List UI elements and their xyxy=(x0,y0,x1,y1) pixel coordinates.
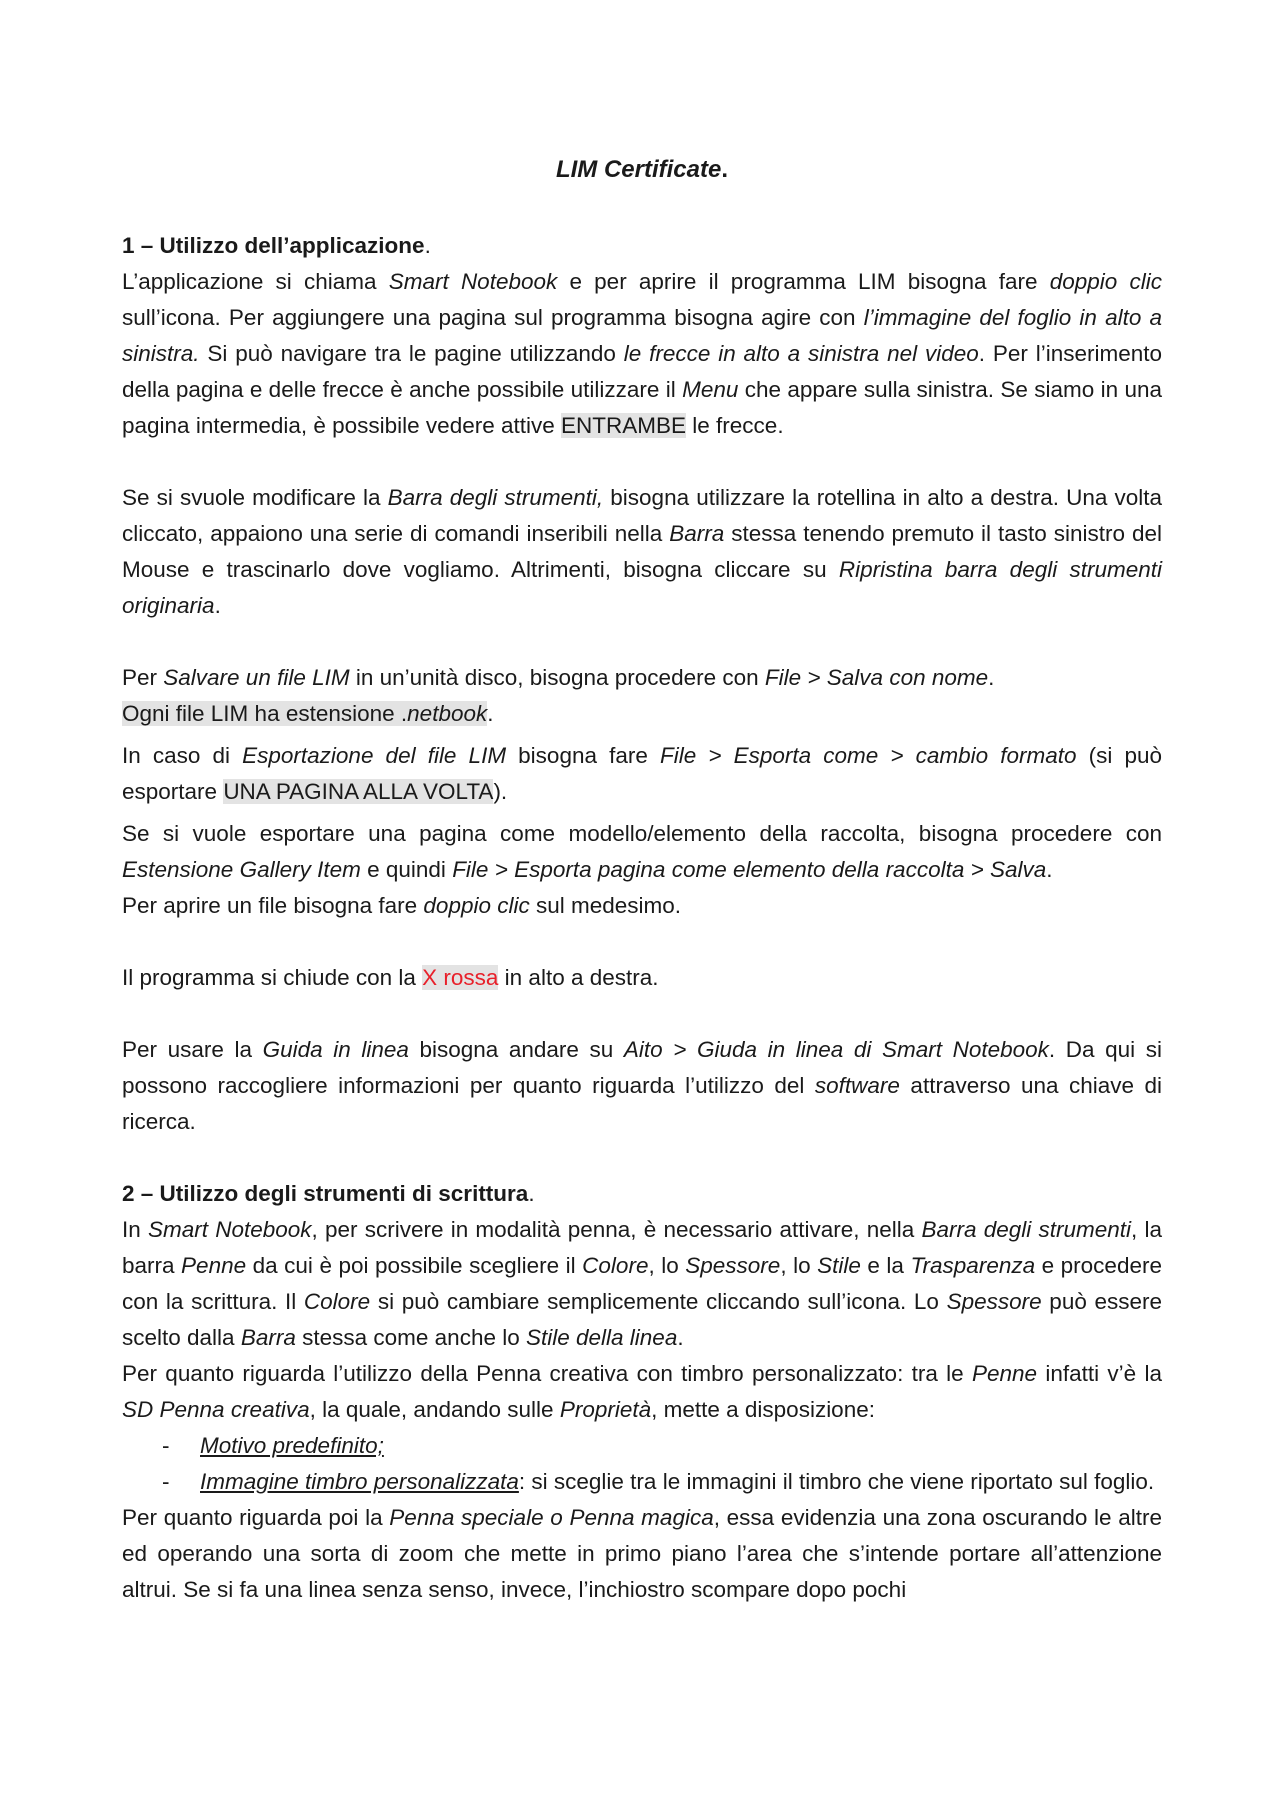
section-1-paragraph-8: Il programma si chiude con la X rossa in alto a destra. xyxy=(122,965,659,990)
section-2-paragraph-3: Per quanto riguarda poi la Penna speciale o Penna magica, essa evidenzia una zona oscurando le altre ed operando una sorta di zoom che mette in primo piano l’area che s’intende portare all’attenzione altrui. Se si fa una linea senza senso, invece, l’inchiostro scompare dopo pochi xyxy=(122,1505,1162,1602)
section-2-heading: 2 – Utilizzo degli strumenti di scrittura. xyxy=(122,1181,535,1206)
section-1-paragraph-2: Se si svuole modificare la Barra degli strumenti, bisogna utilizzare la rotellina in alto a destra. Una volta cliccato, appaiono una serie di comandi inseribili nella Barra stessa tenendo premuto il tasto sinistro del Mouse e trascinarlo dove vogliamo. Altrimenti, bisogna cliccare su Ripristina barra degli strumenti originaria. xyxy=(122,485,1163,618)
section-1-paragraph-9: Per usare la Guida in linea bisogna andare su Aito > Giuda in linea di Smart Notebook. Da qui si possono raccogliere informazioni per quanto riguarda l’utilizzo del software attraverso una chiave di ricerca. xyxy=(122,1037,1162,1134)
section-2-paragraph-1: In Smart Notebook, per scrivere in modalità penna, è necessario attivare, nella Barra degli strumenti, la barra Penne da cui è poi possibile scegliere il Colore, lo Spessore, lo Stile e la Trasparenza e procedere con la scrittura. Il Colore si può cambiare semplicemente cliccando sull’icona. Lo Spessore può essere scelto dalla Barra stessa come anche lo Stile della linea. xyxy=(122,1217,1163,1350)
section-1-paragraph-3: Per Salvare un file LIM in un’unità disco, bisogna procedere con File > Salva con nome. xyxy=(122,665,995,690)
list-item: - Motivo predefinito; xyxy=(122,1428,1162,1464)
section-2-paragraph-2: Per quanto riguarda l’utilizzo della Penna creativa con timbro personalizzato: tra le Penne infatti v’è la SD Penna creativa, la quale, andando sulle Proprietà, mette a disposizione: xyxy=(122,1361,1162,1422)
document-content xyxy=(122,152,1162,1608)
section-1-paragraph-4: Ogni file LIM ha estensione .netbook. xyxy=(122,701,494,726)
document-title: LIM Certificate. xyxy=(555,156,729,183)
section-1-heading: 1 – Utilizzo dell’applicazione. xyxy=(122,233,431,258)
highlight-extension: Ogni file LIM ha estensione .netbook xyxy=(122,701,488,726)
list-item: - Immagine timbro personalizzata: si sceglie tra le immagini il timbro che viene riportato sul foglio. xyxy=(122,1464,1162,1500)
section-1-paragraph-5: In caso di Esportazione del file LIM bisogna fare File > Esporta come > cambio formato (si può esportare UNA PAGINA ALLA VOLTA). xyxy=(122,743,1162,804)
section-1-paragraph-6: Se si vuole esportare una pagina come modello/elemento della raccolta, bisogna procedere con Estensione Gallery Item e quindi File > Esporta pagina come elemento della raccolta > Salva. xyxy=(122,821,1162,882)
pen-options-list xyxy=(122,1428,1162,1500)
highlight-x-rossa: X rossa xyxy=(422,965,499,990)
highlight-una-pagina: UNA PAGINA ALLA VOLTA xyxy=(223,779,494,804)
section-1-paragraph-1: L’applicazione si chiama Smart Notebook e per aprire il programma LIM bisogna fare doppio clic sull’icona. Per aggiungere una pagina sul programma bisogna agire con l’immagine del foglio in alto a sinistra. Si può navigare tra le pagine utilizzando le frecce in alto a sinistra nel video. Per l’inserimento della pagina e delle frecce è anche possibile utilizzare il Menu che appare sulla sinistra. Se siamo in una pagina intermedia, è possibile vedere attive ENTRAMBE le frecce. xyxy=(122,269,1163,438)
section-1-paragraph-7: Per aprire un file bisogna fare doppio clic sul medesimo. xyxy=(122,893,682,918)
highlight-entrambe: ENTRAMBE xyxy=(561,413,687,438)
